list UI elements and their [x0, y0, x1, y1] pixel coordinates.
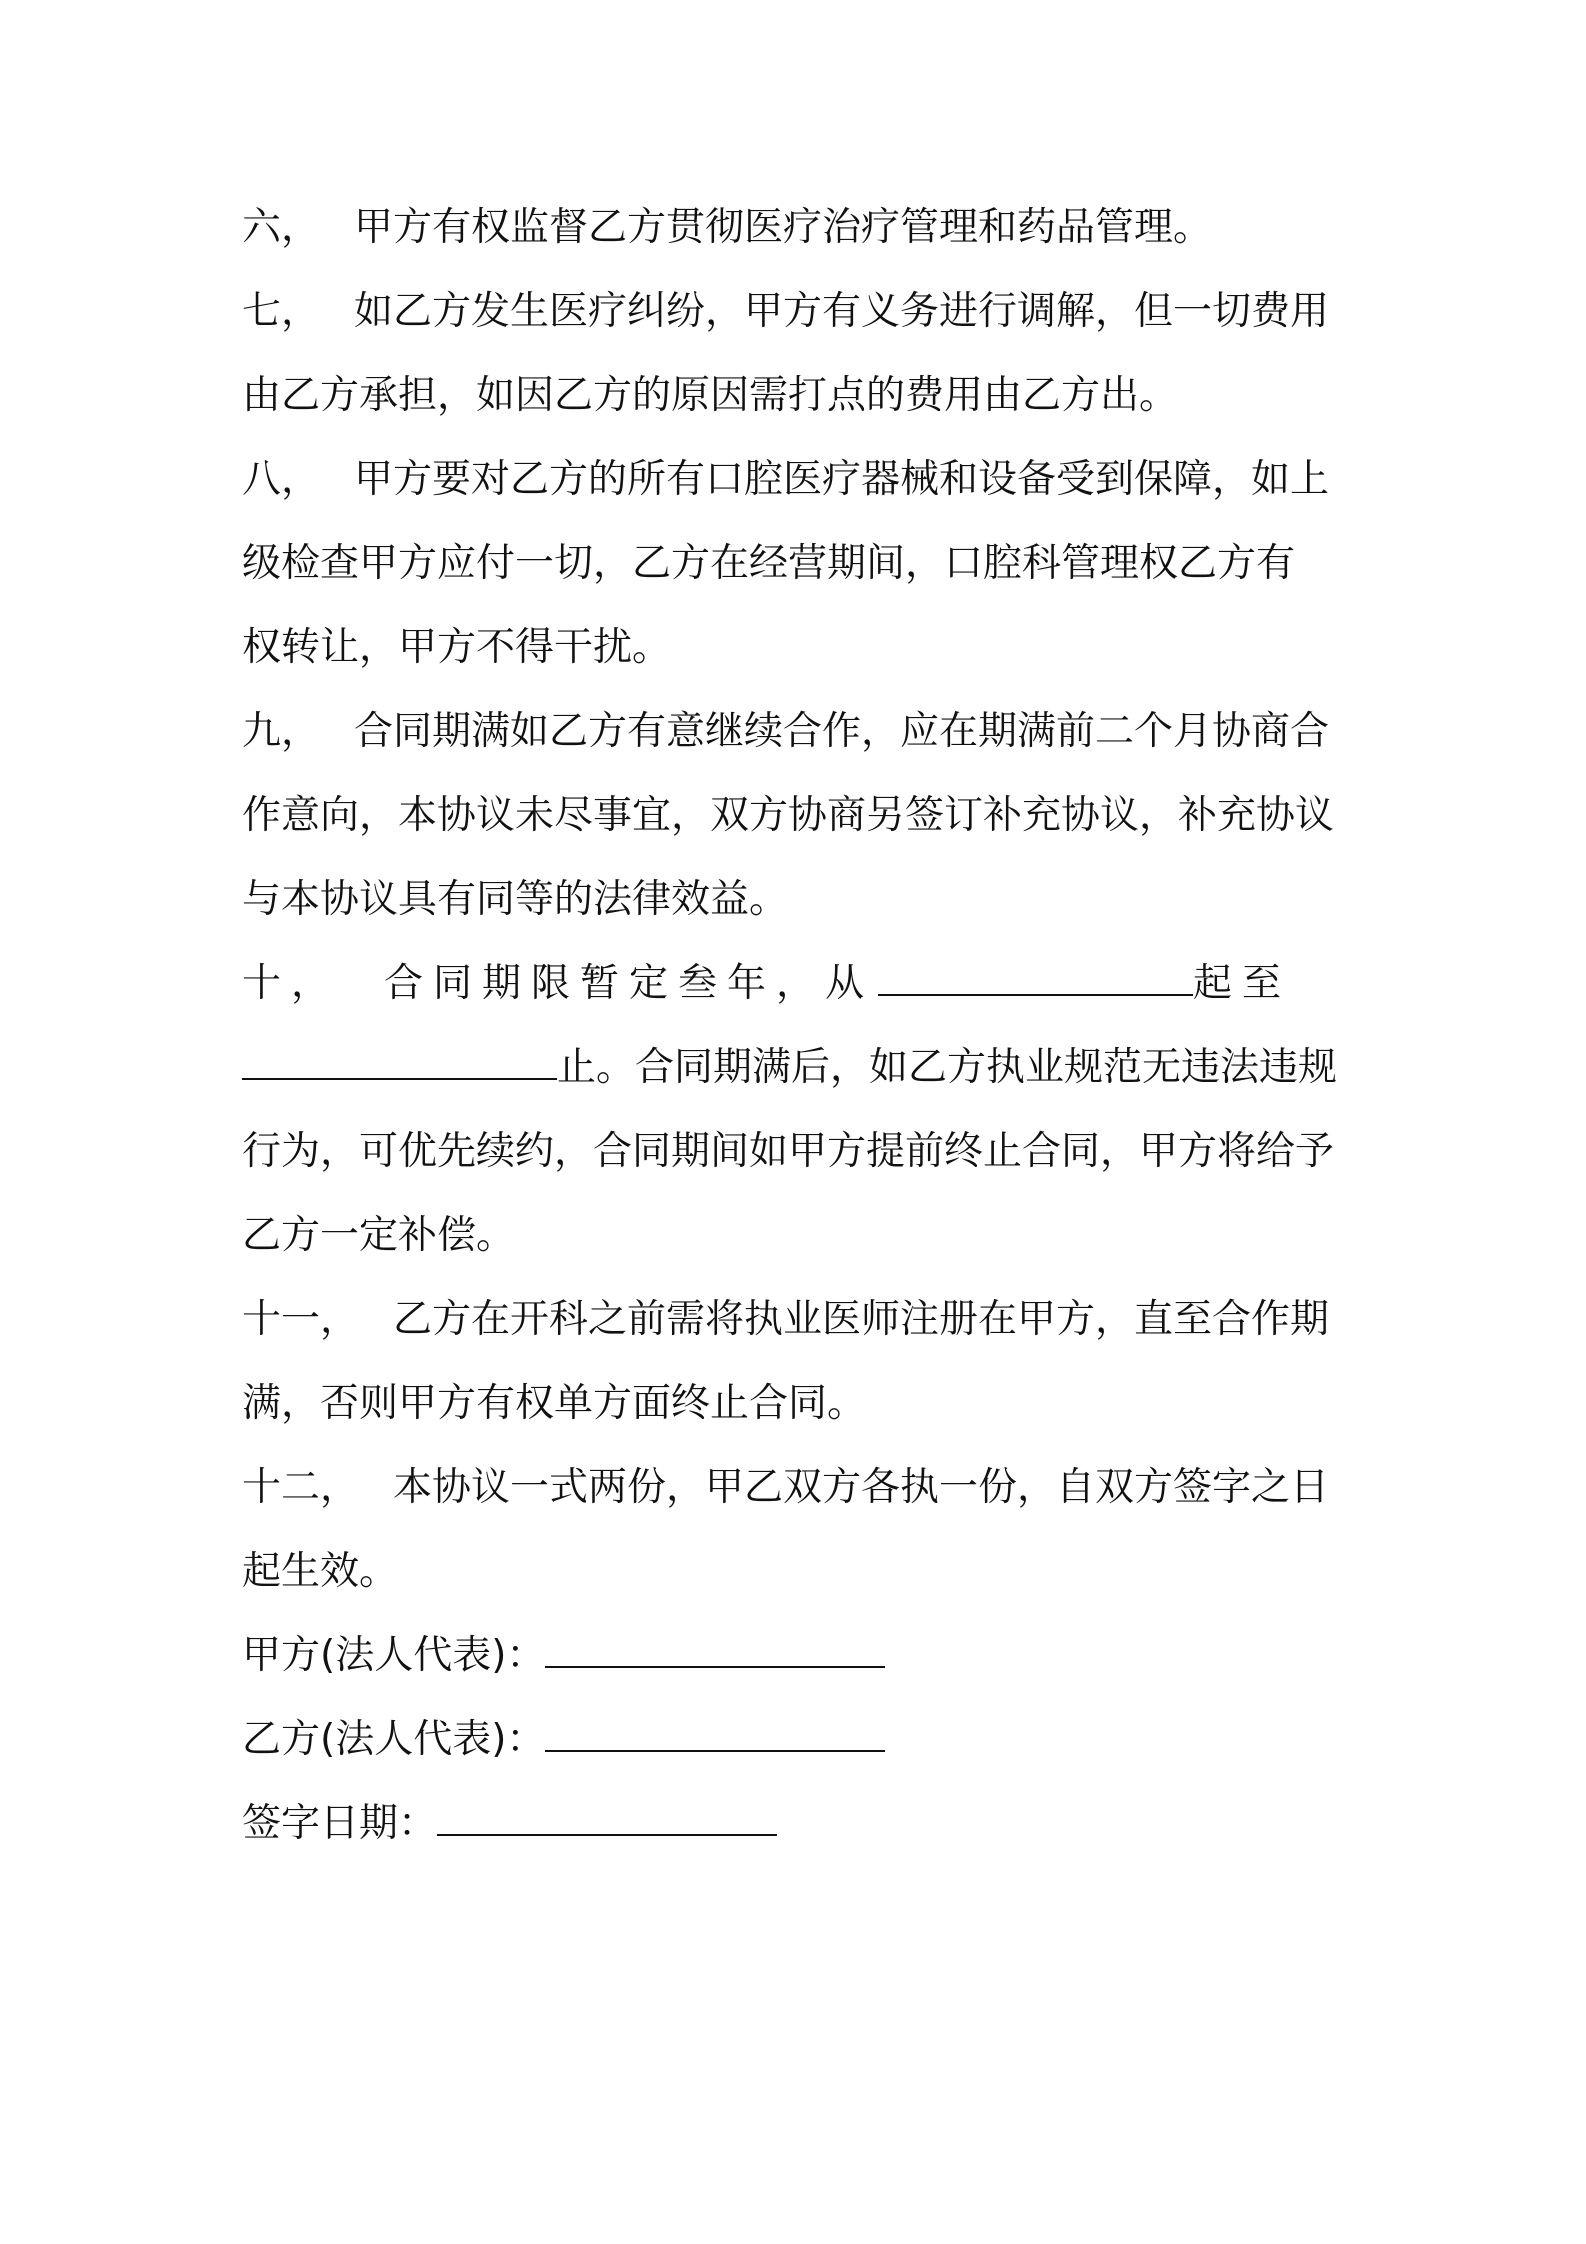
date-blank-end[interactable] — [242, 1077, 557, 1080]
clause-11-continuation — [242, 1376, 1362, 1432]
clause-6 — [242, 200, 1362, 256]
clause-12-continuation — [242, 1544, 1362, 1600]
clause-9-continuation — [242, 788, 1362, 844]
clause-10-continuation — [242, 1208, 1362, 1264]
clause-text: 与本协议具有同等的法律效益。 — [242, 877, 789, 922]
clause-text: 止。合同期满后，如乙方执业规范无违法违规 — [557, 1045, 1338, 1090]
clause-text: 本协议一式两份，甲乙双方各执一份，自双方签字之日 — [393, 1465, 1330, 1510]
signature-party-b — [242, 1712, 1362, 1768]
clause-text: 行为，可优先续约，合同期间如甲方提前终止合同，甲方将给予 — [242, 1129, 1335, 1174]
clause-12 — [242, 1460, 1362, 1516]
clause-7 — [242, 284, 1362, 340]
clause-7-continuation — [242, 368, 1362, 424]
clause-text: 乙方在开科之前需将执业医师注册在甲方，直至合作期 — [393, 1297, 1330, 1342]
clause-text: 甲方要对乙方的所有口腔医疗器械和设备受到保障，如上 — [354, 457, 1330, 502]
clause-8-continuation — [242, 536, 1362, 592]
signature-label: 甲方(法人代表)： — [242, 1633, 546, 1678]
clause-text: 权转让，甲方不得干扰。 — [242, 625, 672, 670]
clause-9 — [242, 704, 1362, 760]
signature-blank-party-b[interactable] — [545, 1749, 885, 1752]
clause-11 — [242, 1292, 1362, 1348]
clause-text: 由乙方承担，如因乙方的原因需打点的费用由乙方出。 — [242, 373, 1179, 418]
signature-label: 签字日期： — [242, 1801, 438, 1846]
signature-party-a — [242, 1628, 1362, 1684]
clause-8 — [242, 452, 1362, 508]
clause-number: 七， — [242, 289, 321, 334]
date-blank-start[interactable] — [878, 993, 1193, 996]
clause-number: 六， — [242, 205, 321, 250]
clause-text: 合同期满如乙方有意继续合作，应在期满前二个月协商合 — [354, 709, 1330, 754]
clause-text: 乙方一定补偿。 — [242, 1213, 516, 1258]
clause-text: 起至 — [1193, 961, 1292, 1006]
clause-text: 满，否则甲方有权单方面终止合同。 — [242, 1381, 867, 1426]
clause-text: 甲方有权监督乙方贯彻医疗治疗管理和药品管理。 — [354, 205, 1213, 250]
clause-10 — [242, 956, 1362, 1012]
clause-text: 作意向，本协议未尽事宜，双方协商另签订补充协议，补充协议 — [242, 793, 1335, 838]
clause-number: 十， — [242, 961, 341, 1006]
clause-text: 起生效。 — [242, 1549, 399, 1594]
clause-9-continuation — [242, 872, 1362, 928]
signature-blank-date[interactable] — [437, 1833, 777, 1836]
clause-text: 级检查甲方应付一切，乙方在经营期间，口腔科管理权乙方有 — [242, 541, 1296, 586]
signature-date — [242, 1796, 1362, 1852]
clause-10-continuation — [242, 1124, 1362, 1180]
clause-10-continuation — [242, 1040, 1362, 1096]
clause-number: 十一， — [242, 1297, 360, 1342]
clause-number: 八， — [242, 457, 321, 502]
clause-number: 十二， — [242, 1465, 360, 1510]
clause-number: 九， — [242, 709, 321, 754]
signature-label: 乙方(法人代表)： — [242, 1717, 546, 1762]
clause-text: 如乙方发生医疗纠纷，甲方有义务进行调解，但一切费用 — [354, 289, 1330, 334]
signature-blank-party-a[interactable] — [545, 1665, 885, 1668]
clause-8-continuation — [242, 620, 1362, 676]
clause-text: 合同期限暂定叁年，从 — [384, 961, 875, 1006]
